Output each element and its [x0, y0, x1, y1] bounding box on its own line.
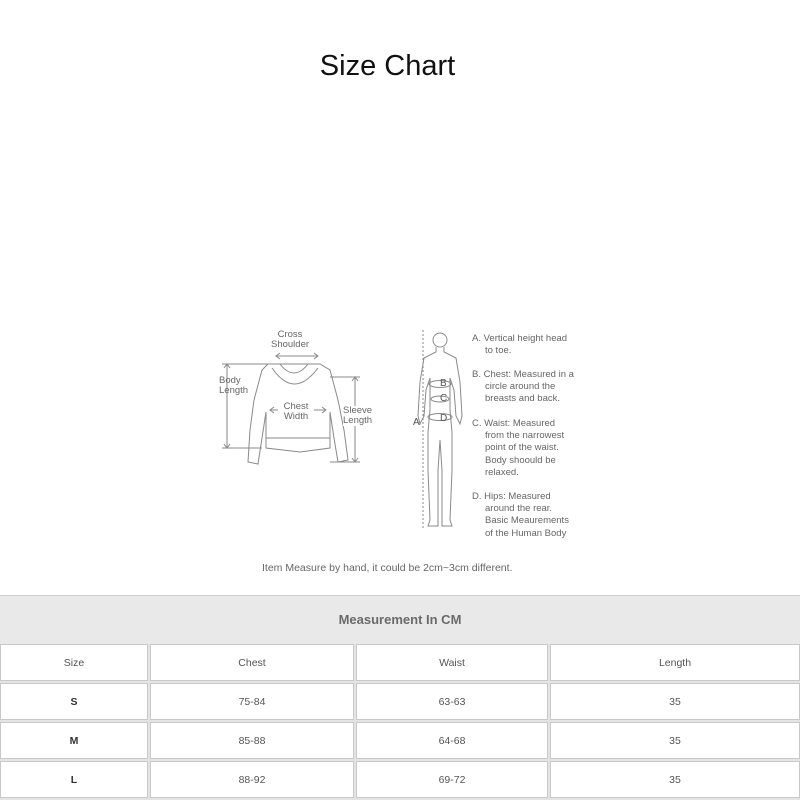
- marker-a: A: [413, 417, 420, 428]
- sleeve-length-label: Sleeve Length: [343, 405, 373, 426]
- head: [433, 333, 447, 347]
- row-l-length: 35: [550, 761, 800, 798]
- row-m-length: 35: [550, 722, 800, 759]
- row-s-size: S: [0, 683, 148, 720]
- row-s-chest: 75-84: [150, 683, 354, 720]
- row-l-waist: 69-72: [356, 761, 548, 798]
- legend-c: C. Waist: Measured from the narrowest point of the waist. Body shoould be relaxed.: [472, 418, 565, 478]
- marker-b: B: [440, 378, 447, 389]
- size-table: [0, 595, 800, 800]
- legend-b: B. Chest: Measured in a circle around the breasts and back.: [472, 369, 574, 405]
- body-outline: [418, 347, 462, 526]
- header-waist: Waist: [356, 644, 548, 681]
- chest-width-label: Chest Width: [278, 402, 314, 422]
- header-chest: Chest: [150, 644, 354, 681]
- row-m-size: M: [0, 722, 148, 759]
- header-length: Length: [550, 644, 800, 681]
- marker-d: D: [440, 413, 448, 424]
- row-l-chest: 88-92: [150, 761, 354, 798]
- row-s-waist: 63-63: [356, 683, 548, 720]
- page-title: Size Chart: [319, 50, 456, 82]
- table-caption: Measurement In CM: [0, 595, 800, 644]
- body-length-label: Body Length: [219, 375, 249, 396]
- measurement-diagram: [0, 320, 800, 580]
- row-m-waist: 64-68: [356, 722, 548, 759]
- header-size: Size: [0, 644, 148, 681]
- shirt-and-body-illustration: [0, 320, 800, 580]
- marker-c: C: [440, 393, 448, 404]
- measurement-note: Item Measure by hand, it could be 2cm~3cm different.: [262, 562, 513, 574]
- row-s-length: 35: [550, 683, 800, 720]
- legend-a: A. Vertical height head to toe.: [472, 333, 568, 357]
- row-m-chest: 85-88: [150, 722, 354, 759]
- legend-d: D. Hips: Measured around the rear. Basic Meaurements of the Human Body: [472, 491, 569, 539]
- cross-shoulder-label: Cross Shoulder: [270, 329, 310, 350]
- row-l-size: L: [0, 761, 148, 798]
